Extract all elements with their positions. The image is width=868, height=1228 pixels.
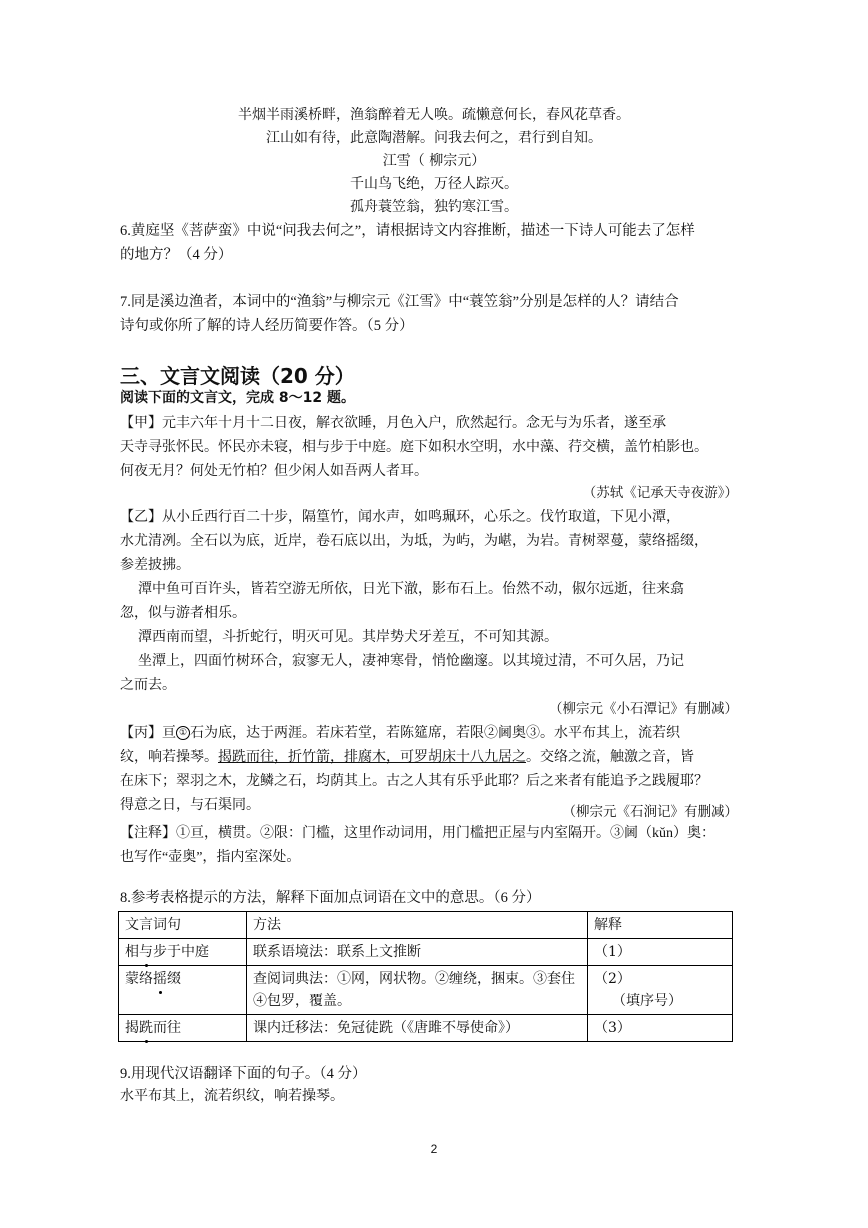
section-instruction: 阅读下面的文言文，完成 8～12 题。	[120, 390, 355, 406]
poem-line-3: 千山鸟飞绝，万径人踪灭。	[350, 176, 518, 192]
table-header-cell: 方法	[247, 912, 588, 939]
passage-bing-start: 【丙】亘	[120, 725, 176, 741]
method-cell: 课内迁移法：免冠徒跣（《唐雎不辱使命》）	[247, 1015, 588, 1042]
passage-bing-line-2-end: 。交络之流，触激之音，皆	[526, 749, 694, 765]
word-part: 相	[125, 944, 139, 960]
word-part: 而往	[153, 1020, 181, 1036]
method-cell: 联系语境法：联系上文推断	[247, 939, 588, 966]
poem-line-4: 孤舟蓑笠翁，独钓寒江雪。	[350, 199, 518, 215]
word-part: 步于中庭	[153, 944, 209, 960]
poem-line-1: 半烟半雨溪桥畔，渔翁醉着无人唤。疏懒意何长，春风花草香。	[238, 107, 630, 123]
table-row	[119, 939, 733, 966]
passage-yi-line-8: 之而去。	[120, 677, 176, 693]
table-header-row	[119, 912, 733, 939]
section-title: 三、文言文阅读（20 分）	[120, 364, 355, 388]
question-8-title: 8.参考表格提示的方法，解释下面加点词语在文中的意思。（6 分）	[120, 890, 541, 906]
word-part: 蒙络	[125, 971, 153, 987]
passage-bing-rest: 石为底，达于两涯。若床若堂，若陈筵席，若限②阃奥③。水平布其上，流若织	[190, 725, 680, 741]
word-cell	[119, 939, 247, 966]
note-marker-1: ①	[176, 726, 190, 740]
word-cell	[119, 1015, 247, 1042]
question-7-line-1: 7.同是溪边渔者，本词中的“渔翁”与柳宗元《江雪》中“蓑笠翁”分别是怎样的人？请结合	[120, 294, 679, 310]
dotted-character: 摇	[153, 968, 167, 990]
question-6-line-1: 6.黄庭坚《菩萨蛮》中说“问我去何之”，请根据诗文内容推断，描述一下诗人可能去了怎样	[120, 223, 695, 239]
question-6-line-2: 的地方？（4 分）	[120, 247, 233, 263]
word-part: 缀	[167, 971, 181, 987]
passage-jia-line-3: 何夜无月？何处无竹柏？但少闲人如吾两人者耳。	[120, 463, 428, 479]
passage-yi-line-1: 【乙】从小丘西行百二十步，隔篁竹，闻水声，如鸣珮环，心乐之。伐竹取道，下见小潭，	[120, 509, 680, 525]
table-header-cell: 解释	[588, 912, 733, 939]
passage-yi-line-2: 水尤清冽。全石以为底，近岸，卷石底以出，为坻，为屿，为嵁，为岩。青树翠蔓，蒙络摇缀，	[120, 533, 708, 549]
question-9-sentence: 水平布其上，流若织纹，响若操琴。	[120, 1088, 344, 1104]
question-9-title: 9.用现代汉语翻译下面的句子。（4 分）	[120, 1066, 367, 1082]
word-part: 揭	[125, 1020, 139, 1036]
passage-jia-source: （苏轼《记承天寺夜游》）	[582, 485, 738, 501]
passage-yi-line-6: 潭西南而望，斗折蛇行，明灭可见。其岸势犬牙差互，不可知其源。	[138, 629, 558, 645]
passage-jia-line-2: 天寺寻张怀民。怀民亦未寝，相与步于中庭。庭下如积水空明，水中藻、荇交横，盖竹柏影也。	[120, 439, 708, 455]
table-row	[119, 1015, 733, 1042]
answer-cell: （1）	[588, 939, 733, 966]
question-7-line-2: 诗句或你所了解的诗人经历简要作答。（5 分）	[120, 318, 414, 334]
passage-yi-source: （柳宗元《小石潭记》有删减）	[549, 701, 738, 717]
passage-yi-line-4: 潭中鱼可百许头，皆若空游无所依，日光下澈，影布石上。佁然不动，俶尔远逝，往来翕	[138, 581, 684, 597]
method-cell: 查阅词典法：①网，网状物。②缠绕，捆束。③套住④包罗，覆盖。	[247, 966, 588, 1015]
dotted-character: 跣	[139, 1017, 153, 1039]
underlined-sentence: 揭跣而往，折竹箭，排腐木，可罗胡床十八九居之	[218, 749, 526, 765]
passage-bing-line-4: 得意之日，与石渠同。	[120, 797, 260, 813]
passage-bing-source: （柳宗元《石涧记》有删减）	[562, 804, 738, 820]
method-table	[118, 911, 733, 1042]
notes-line-2: 也写作“壶奥”，指内室深处。	[120, 850, 301, 865]
table-header-cell: 文言词句	[119, 912, 247, 939]
passage-jia-line-1: 【甲】元丰六年十月十二日夜，解衣欲睡，月色入户，欣然起行。念无与为乐者，遂至承	[120, 415, 666, 431]
word-cell	[119, 966, 247, 1015]
answer-cell: （3）	[588, 1015, 733, 1042]
passage-bing-line-2-start: 纹，响若操琴。	[120, 749, 218, 765]
page-number: 2	[430, 1142, 438, 1156]
passage-bing-line-3: 在床下；翠羽之木，龙鳞之石，均荫其上。古之人其有乐乎此耶？后之来者有能追予之践履耶？	[120, 773, 708, 789]
passage-yi-line-7: 坐潭上，四面竹树环合，寂寥无人，凄神寒骨，悄怆幽邃。以其境过清，不可久居，乃记	[138, 653, 684, 669]
passage-yi-line-3: 参差披拂。	[120, 557, 190, 573]
notes-line-1: 【注释】①亘，横贯。②限：门槛，这里作动词用，用门槛把正屋与内室隔开。③阃（kǔn）奥：	[120, 826, 715, 841]
passage-bing-line-2	[120, 745, 740, 769]
passage-bing-line-1	[120, 721, 740, 745]
poem-line-2: 江山如有待，此意陶潜解。问我去何之，君行到自知。	[266, 130, 602, 146]
passage-yi-line-5: 忽，似与游者相乐。	[120, 605, 246, 621]
answer-label: （2）	[594, 971, 631, 987]
dotted-character: 与	[139, 941, 153, 963]
answer-hint: （填序号）	[612, 993, 682, 1009]
answer-cell	[588, 966, 733, 1015]
table-row	[119, 966, 733, 1015]
poem-title-jiangxue: 江雪（ 柳宗元）	[382, 153, 486, 169]
